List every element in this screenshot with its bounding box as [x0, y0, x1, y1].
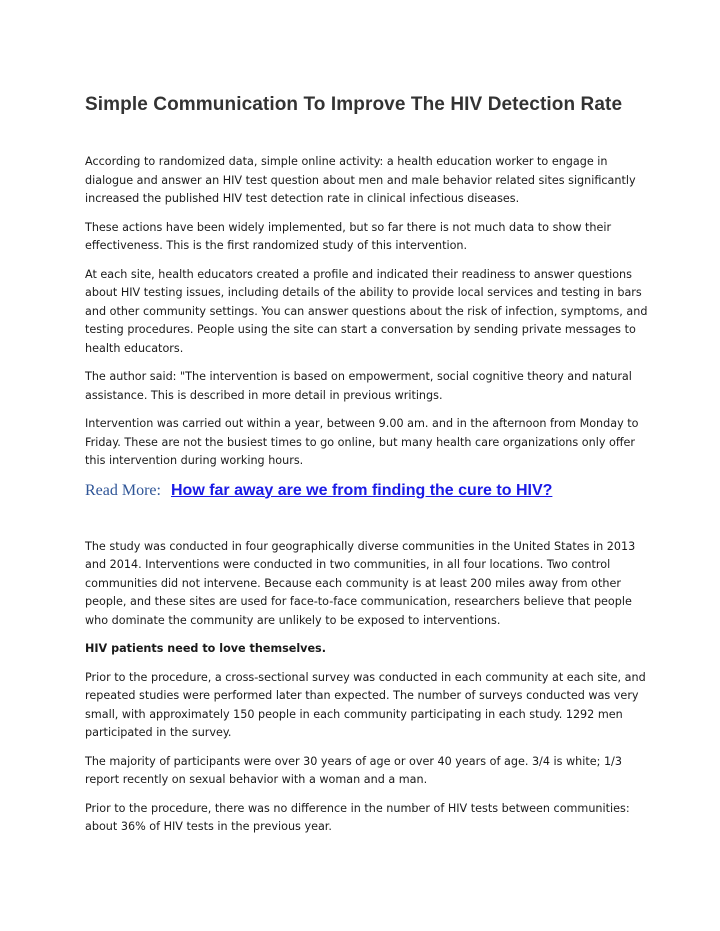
read-more-label: Read More:	[85, 481, 161, 499]
subheading: HIV patients need to love themselves.	[85, 642, 326, 655]
read-more-section	[85, 481, 650, 501]
paragraph-survey: Prior to the procedure, a cross-sectional survey was conducted in each community at each site, and repeated studies were performed later than expected. The number of surveys conducted was very small, with approximately 150 people in each community participating in each study. 1292 men participated in the survey.	[85, 670, 646, 739]
paragraph-effectiveness: These actions have been widely implemented, but so far there is not much data to show their effectiveness. This is the first randomized study of this intervention.	[85, 220, 612, 252]
paragraph-participants: The majority of participants were over 30 years of age or over 40 years of age. 3/4 is white; 1/3 report recently on sexual behavior with a woman and a man.	[85, 754, 622, 786]
paragraph-intro: According to randomized data, simple online activity: a health education worker to engage in dialogue and answer an HIV test question about men and male behavior related sites significantly increased the published HIV test detection rate in clinical infectious diseases.	[85, 155, 636, 205]
paragraph-study: The study was conducted in four geographically diverse communities in the United States in 2013 and 2014. Interventions were conducted in two communities, in all four locations. Two control communities did not intervene. Because each community is at least 200 miles away from other people, and these sites are used for face-to-face communication, researchers believe that people who dominate the community are unlikely to be exposed to interventions.	[85, 539, 636, 627]
paragraph-health-educators: At each site, health educators created a profile and indicated their readiness to answer questions about HIV testing issues, including details of the ability to provide local services and testing in bars and other community settings. You can answer questions about the risk of infection, symptoms, and testing procedures. People using the site can start a conversation by sending private messages to health educators.	[85, 267, 648, 355]
read-more-link[interactable]: How far away are we from finding the cure to HIV?	[170, 481, 553, 499]
paragraph-intervention-timing: Intervention was carried out within a year, between 9.00 am. and in the afternoon from Monday to Friday. These are not the busiest times to go online, but many health care organizations only offer this intervention during working hours.	[85, 417, 639, 467]
paragraph-hiv-tests: Prior to the procedure, there was no difference in the number of HIV tests between communities: about 36% of HIV tests in the previous year.	[85, 801, 630, 833]
page-title: Simple Communication To Improve The HIV Detection Rate	[85, 94, 623, 115]
paragraph-author-quote: The author said: "The intervention is based on empowerment, social cognitive theory and natural assistance. This is described in more detail in previous writings.	[85, 370, 632, 402]
